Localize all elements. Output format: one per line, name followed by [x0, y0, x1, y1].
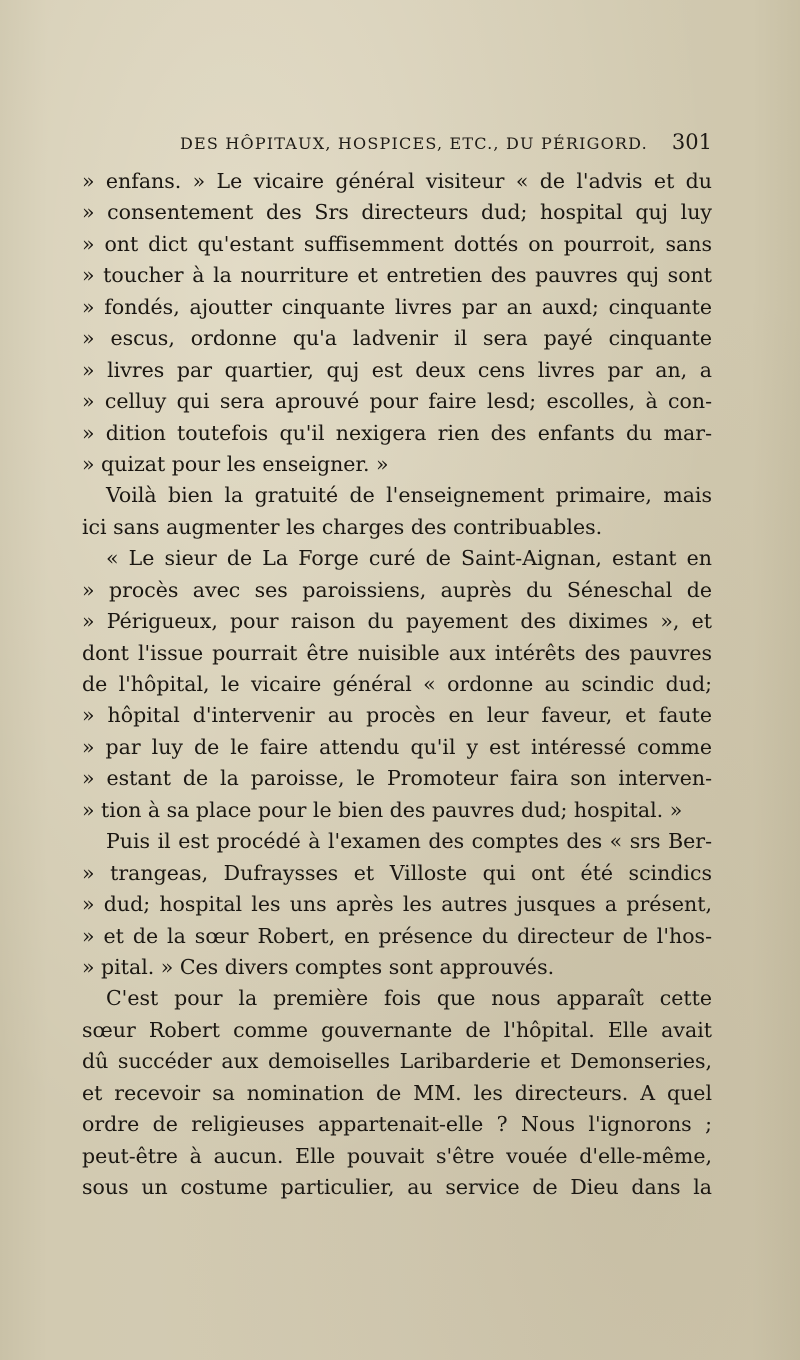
text-line: » ont dict qu'estant suffisemment dottés on pourroit, sans [82, 231, 712, 256]
text-line: » celluy qui sera aprouvé pour faire lesd; escolles, à con- [82, 389, 712, 414]
text-line: » escus, ordonne qu'a ladvenir il sera payé cinquante [82, 326, 712, 351]
text-line: sœur Robert comme gouvernante de l'hôpital. Elle avait [82, 1017, 712, 1042]
text-line: » trangeas, Dufraysses et Villoste qui ont été scindics [82, 860, 712, 885]
text-line: sous un costume particulier, au service de Dieu dans la [82, 1175, 712, 1199]
text-line: ordre de religieuses appartenait-elle ? Nous l'ignorons ; [82, 1112, 712, 1137]
text-line: » hôpital d'intervenir au procès en leur faveur, et faute [82, 703, 712, 728]
text-line: » par luy de le faire attendu qu'il y est intéressé comme [82, 734, 712, 759]
page-header [180, 128, 712, 160]
text-line: » livres par quartier, quj est deux cens livres par an, a [82, 357, 712, 382]
text-line: dont l'issue pourrait être nuisible aux intérêts des pauvres [82, 640, 712, 665]
text-line: » pital. » Ces divers comptes sont approuvés. [82, 954, 555, 979]
text-line: » fondés, ajoutter cinquante livres par an auxd; cinquante [82, 294, 712, 319]
text-line: » toucher à la nourriture et entretien des pauvres quj sont [82, 263, 712, 288]
text-line: » tion à sa place pour le bien des pauvres dud; hospital. » [82, 797, 683, 822]
text-line: Puis il est procédé à l'examen des comptes des « srs Ber- [106, 829, 712, 854]
text-line: et recevoir sa nomination de MM. les directeurs. A quel [82, 1080, 712, 1105]
text-line: dû succéder aux demoiselles Laribarderie et Demonseries, [82, 1049, 712, 1074]
text-line: » procès avec ses paroissiens, auprès du Séneschal de [82, 577, 712, 602]
body-text [82, 166, 712, 1203]
running-title: DES HÔPITAUX, HOSPICES, ETC., DU PÉRIGORD. [180, 134, 648, 153]
text-line: de l'hôpital, le vicaire général « ordonne au scindic dud; [82, 672, 712, 696]
page-number: 301 [671, 130, 712, 154]
text-line: » enfans. » Le vicaire général visiteur « de l'advis et du [82, 169, 712, 193]
text-line: » consentement des Srs directeurs dud; hospital quj luy [82, 200, 712, 225]
text-line: » Périgueux, pour raison du payement des diximes », et [82, 609, 712, 634]
text-line: » estant de la paroisse, le Promoteur faira son interven- [82, 766, 712, 791]
text-line: » et de la sœur Robert, en présence du directeur de l'hos- [82, 923, 712, 948]
text-line: peut-être à aucun. Elle pouvait s'être vouée d'elle-même, [82, 1143, 712, 1168]
text-line: ici sans augmenter les charges des contribuables. [82, 514, 603, 539]
text-line: » dition toutefois qu'il nexigera rien des enfants du mar- [82, 420, 712, 445]
text-line: » dud; hospital les uns après les autres jusques a présent, [82, 892, 712, 917]
text-line: « Le sieur de La Forge curé de Saint-Aignan, estant en [106, 546, 712, 571]
text-line: Voilà bien la gratuité de l'enseignement primaire, mais [106, 483, 712, 508]
text-line: » quizat pour les enseigner. » [82, 451, 389, 476]
text-line: C'est pour la première fois que nous apparaît cette [106, 986, 712, 1011]
